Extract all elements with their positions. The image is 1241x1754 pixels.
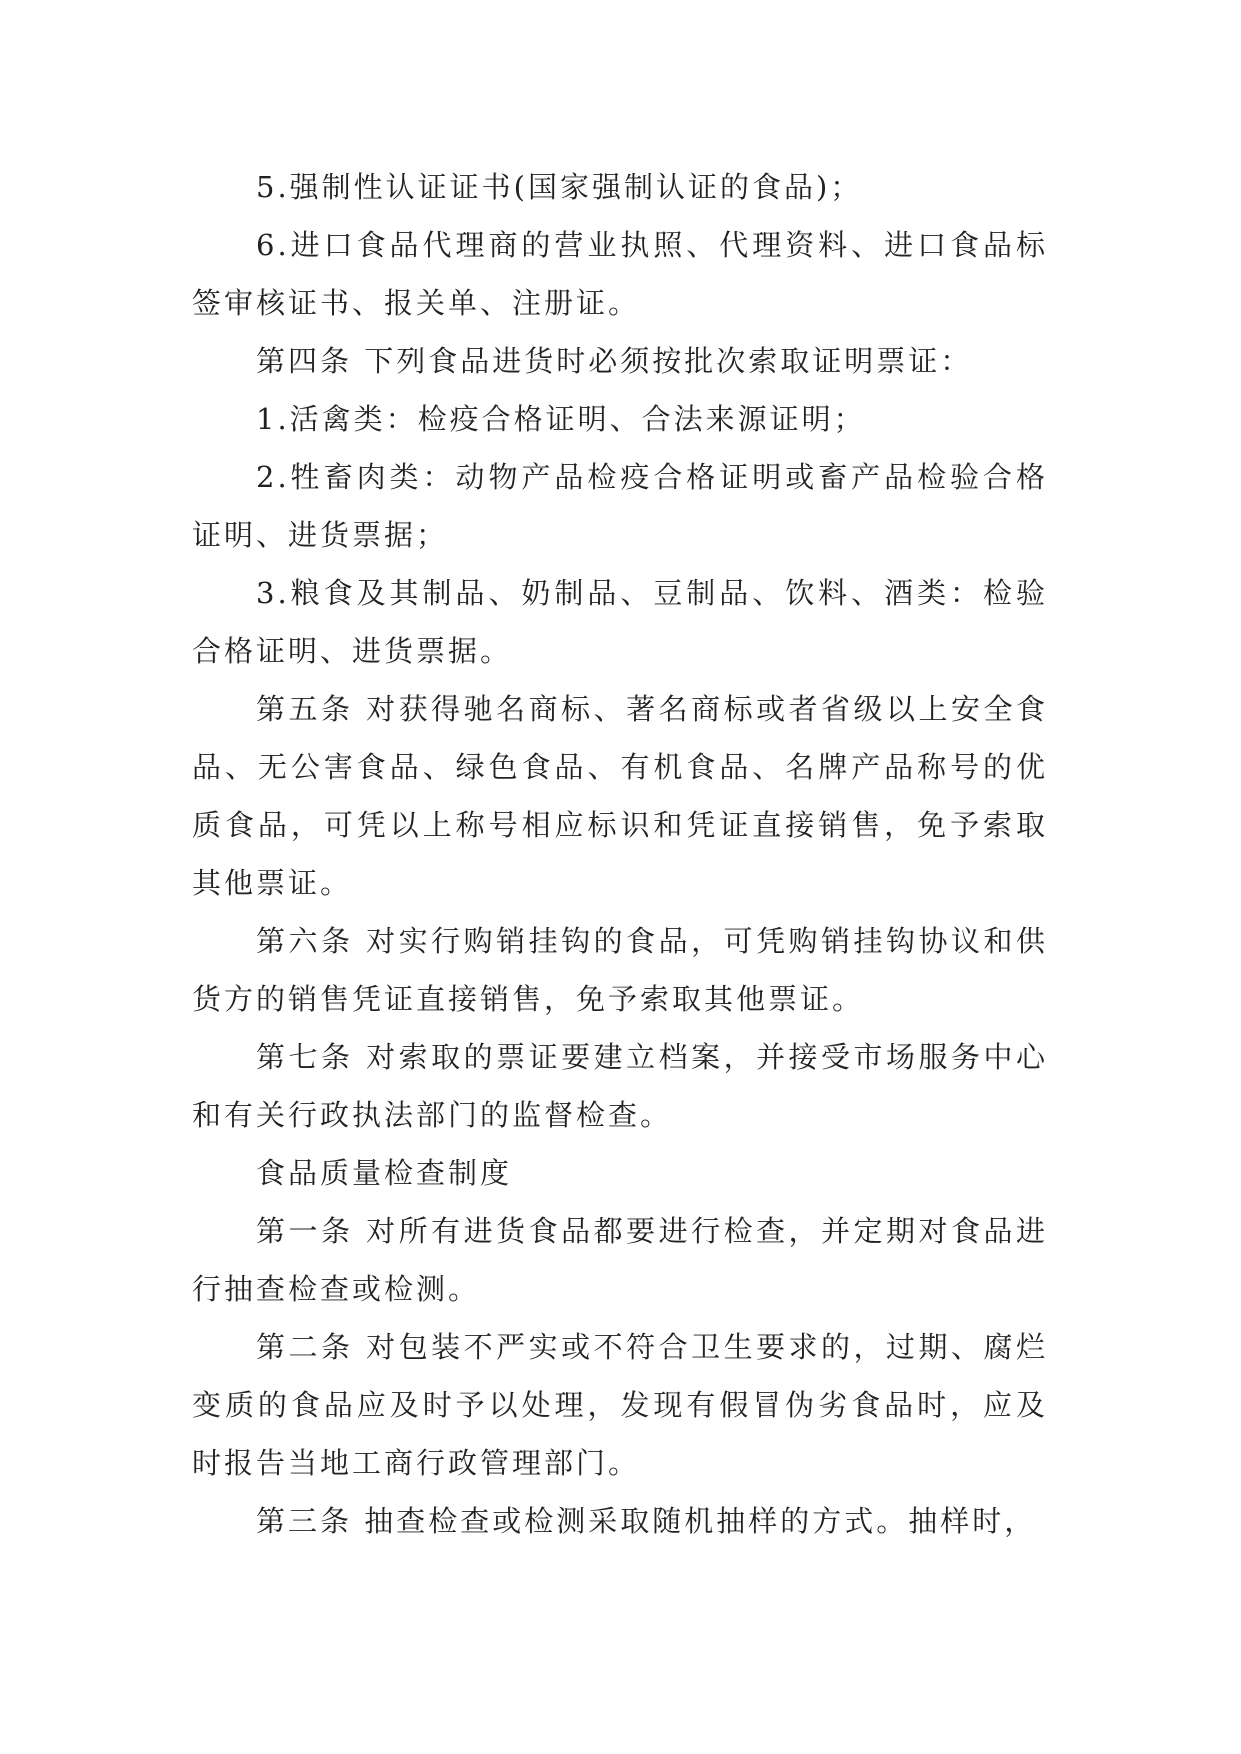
article-6: 第六条 对实行购销挂钩的食品，可凭购销挂钩协议和供货方的销售凭证直接销售，免予索取其他票证。 — [192, 924, 1048, 1016]
paragraph-item-2-livestock: 2.牲畜肉类：动物产品检疫合格证明或畜产品检验合格证明、进货票据； — [192, 460, 1048, 552]
section-heading: 食品质量检查制度 — [256, 1156, 513, 1190]
document-body — [192, 158, 1048, 1550]
article-1: 第一条 对所有进货食品都要进行检查，并定期对食品进行抽查检查或检测。 — [192, 1214, 1048, 1306]
article-5: 第五条 对获得驰名商标、著名商标或者省级以上安全食品、无公害食品、绿色食品、有机食品、名牌产品称号的优质食品，可凭以上称号相应标识和凭证直接销售，免予索取其他票证。 — [192, 692, 1048, 900]
article-2: 第二条 对包装不严实或不符合卫生要求的，过期、腐烂变质的食品应及时予以处理，发现有假冒伪劣食品时，应及时报告当地工商行政管理部门。 — [192, 1330, 1048, 1480]
article-4: 第四条 下列食品进货时必须按批次索取证明票证： — [256, 344, 973, 378]
paragraph-item-6-import: 6.进口食品代理商的营业执照、代理资料、进口食品标签审核证书、报关单、注册证。 — [192, 228, 1048, 320]
paragraph-item-3-grain: 3.粮食及其制品、奶制品、豆制品、饮料、酒类：检验合格证明、进货票据。 — [192, 576, 1048, 668]
article-7: 第七条 对索取的票证要建立档案，并接受市场服务中心和有关行政执法部门的监督检查。 — [192, 1040, 1048, 1132]
paragraph-item-5-certificate: 5.强制性认证证书(国家强制认证的食品)； — [256, 170, 863, 204]
article-3: 第三条 抽查检查或检测采取随机抽样的方式。抽样时， — [256, 1504, 1037, 1538]
paragraph-item-1-poultry: 1.活禽类：检疫合格证明、合法来源证明； — [256, 402, 866, 436]
